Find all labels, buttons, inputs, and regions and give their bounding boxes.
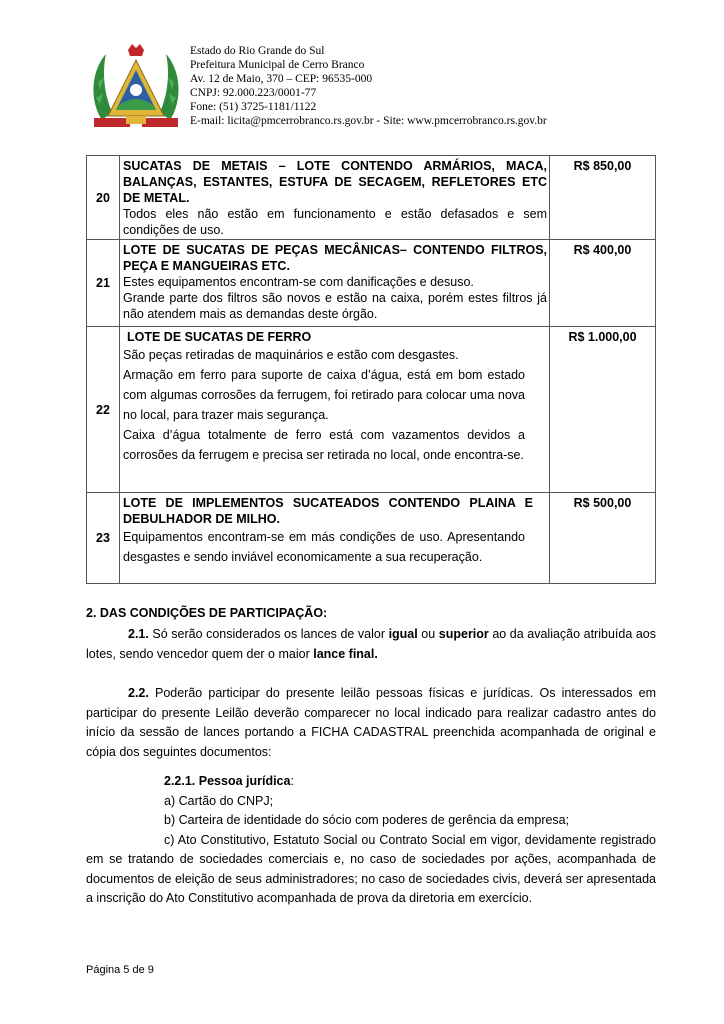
clause-emphasis: superior bbox=[438, 627, 489, 641]
clause-number: 2.2. bbox=[128, 686, 149, 700]
lot-detail: Grande parte dos filtros são novos e estão na caixa, porém estes filtros já não atendem mais as demandas deste órgão. bbox=[123, 291, 547, 321]
subsection-colon: : bbox=[290, 774, 294, 788]
header-line-prefecture: Prefeitura Municipal de Cerro Branco bbox=[190, 59, 365, 71]
list-item: a) Cartão do CNPJ; bbox=[164, 793, 274, 808]
lot-number: 20 bbox=[87, 156, 120, 240]
lot-number: 21 bbox=[87, 240, 120, 327]
clause-number: 2.1. bbox=[128, 627, 149, 641]
lot-title: LOTE DE SUCATAS DE FERRO bbox=[127, 330, 312, 344]
clause-text: ao da avaliação atribuída aos lotes, sendo vencedor quem der o maior bbox=[86, 627, 656, 661]
lot-detail: Equipamentos encontram-se em más condições de uso. Apresentando desgastes e sendo inviável economicamente a sua recuperação. bbox=[123, 530, 525, 564]
table-row bbox=[87, 156, 656, 240]
header-line-address: Av. 12 de Maio, 370 – CEP: 96535-000 bbox=[190, 73, 373, 85]
paragraph-2-2-1 bbox=[86, 772, 656, 909]
list-item: b) Carteira de identidade do sócio com poderes de gerência da empresa; bbox=[164, 813, 570, 827]
lot-detail: Caixa d’água totalmente de ferro está com vazamentos devidos a corrosões da ferrugem e precisa ser retirada no local, onde encontra-se. bbox=[123, 428, 525, 462]
lot-description bbox=[120, 240, 550, 327]
lots-table bbox=[86, 155, 656, 584]
lot-title: LOTE DE IMPLEMENTOS SUCATEADOS CONTENDO PLAINA E DEBULHADOR DE MILHO. bbox=[123, 496, 533, 526]
section-2-heading bbox=[86, 604, 656, 624]
paragraph-2-2 bbox=[86, 684, 656, 762]
lot-price: R$ 400,00 bbox=[550, 240, 656, 327]
clause-text: Só serão considerados os lances de valor bbox=[148, 627, 389, 641]
lot-title: LOTE DE SUCATAS DE PEÇAS MECÂNICAS– CONTENDO FILTROS, PEÇA E MANGUEIRAS ETC. bbox=[123, 243, 547, 273]
clause-emphasis: igual bbox=[388, 627, 418, 641]
lot-detail: Estes equipamentos encontram-se com danificações e desuso. bbox=[123, 275, 474, 289]
paragraph-2-1 bbox=[86, 625, 656, 664]
letterhead bbox=[190, 44, 547, 128]
lot-description bbox=[120, 156, 550, 240]
lot-description bbox=[120, 493, 550, 584]
table-row bbox=[87, 240, 656, 327]
lot-number: 23 bbox=[87, 493, 120, 584]
header-line-state: Estado do Rio Grande do Sul bbox=[190, 45, 325, 57]
clause-text: Poderão participar do presente leilão pessoas físicas e jurídicas. Os interessados em participar do presente Leilão deverão comparecer no local indicado para realizar cadastro antes do início da sessão de lances portando a FICHA CADASTRAL preenchida acompanhada de original e cópia dos seguintes documentos: bbox=[86, 686, 656, 759]
table-row bbox=[87, 493, 656, 584]
section-heading: 2. DAS CONDIÇÕES DE PARTICIPAÇÃO: bbox=[86, 606, 328, 620]
lot-price: R$ 1.000,00 bbox=[550, 327, 656, 493]
lot-detail: São peças retiradas de maquinários e estão com desgastes. bbox=[123, 348, 459, 362]
list-item: c) Ato Constitutivo, Estatuto Social ou Contrato Social em vigor, devidamente registrado em se tratando de sociedades comerciais e, no caso de sociedades por ações, acompanhada de documentos de eleição de seus administradores; no caso de sociedades civis, deverá ser apresentada a inscrição do Ato Constitutivo acompanhada de prova da diretoria em exercício. bbox=[86, 832, 656, 905]
lot-detail: Todos eles não estão em funcionamento e estão defasados e sem condições de uso. bbox=[123, 207, 547, 237]
lot-description bbox=[120, 327, 550, 493]
header-line-email-site: E-mail: licita@pmcerrobranco.rs.gov.br - Site: www.pmcerrobranco.rs.gov.br bbox=[190, 115, 547, 127]
clause-text: ou bbox=[417, 627, 439, 641]
lot-price: R$ 500,00 bbox=[550, 493, 656, 584]
lot-number: 22 bbox=[87, 327, 120, 493]
lot-price: R$ 850,00 bbox=[550, 156, 656, 240]
lot-detail: Armação em ferro para suporte de caixa d’água, está em bom estado com algumas corrosões da ferrugem, foi retirado para colocar uma nova no local, para trazer mais segurança. bbox=[123, 368, 525, 422]
table-row bbox=[87, 327, 656, 493]
municipal-coat-of-arms bbox=[88, 42, 184, 134]
subsection-heading: 2.2.1. Pessoa jurídica bbox=[164, 774, 291, 788]
page-number: Página 5 de 9 bbox=[86, 964, 154, 976]
lot-title: SUCATAS DE METAIS – LOTE CONTENDO ARMÁRIOS, MACA, BALANÇAS, ESTANTES, ESTUFA DE SECAGEM, REFLETORES ETC DE METAL. bbox=[123, 159, 547, 205]
clause-emphasis: lance final. bbox=[313, 646, 378, 661]
header-line-phone: Fone: (51) 3725-1181/1122 bbox=[190, 101, 317, 113]
header-line-cnpj: CNPJ: 92.000.223/0001-77 bbox=[190, 87, 317, 99]
